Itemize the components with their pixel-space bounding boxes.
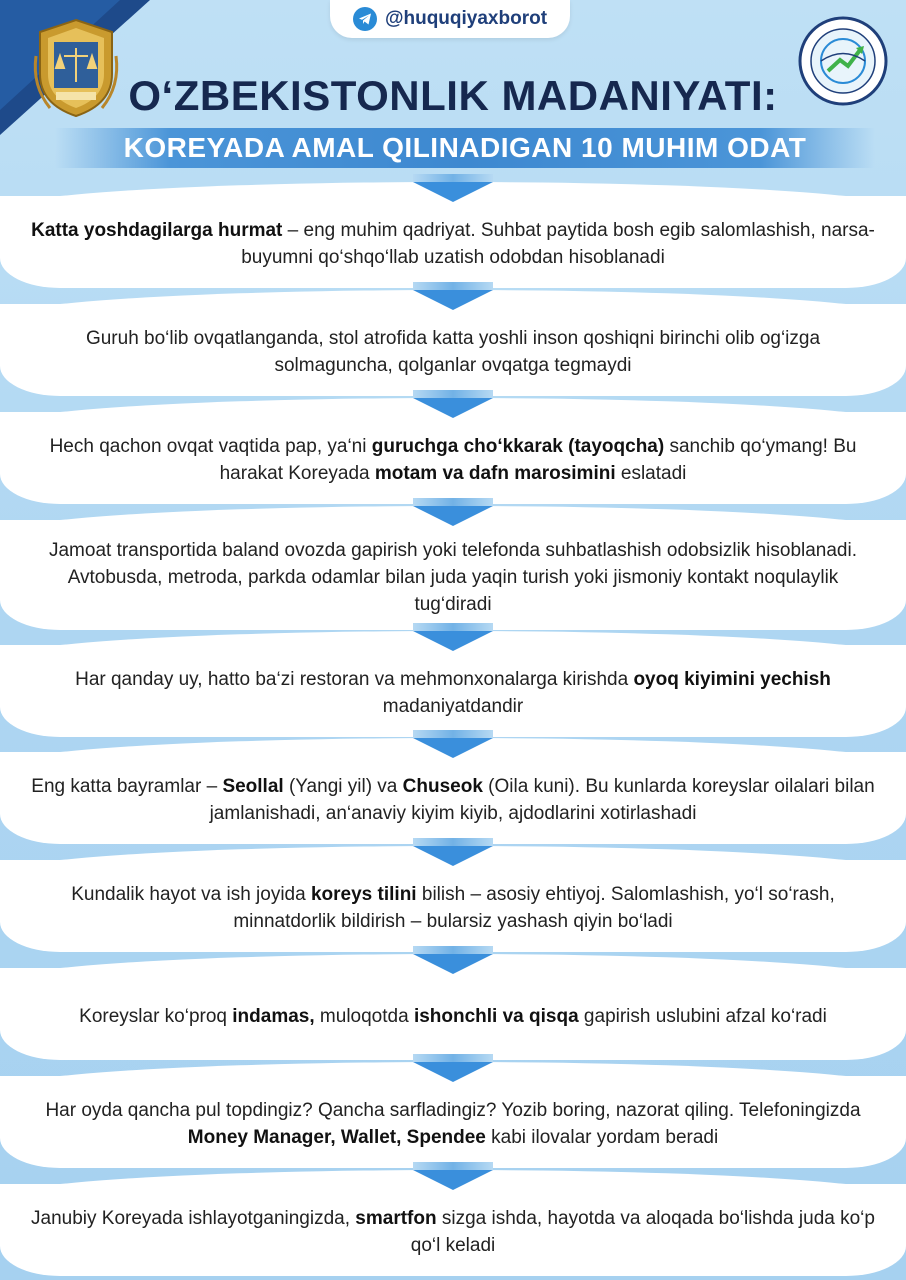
highlight-text: motam va dafn marosimini <box>374 463 616 484</box>
custom-card-2 <box>0 304 906 396</box>
highlight-text: indamas, <box>232 1005 315 1027</box>
down-arrow-icon <box>413 954 493 974</box>
custom-text <box>30 773 876 827</box>
page-subtitle: KOREYADA AMAL QILINADIGAN 10 MUHIM ODAT <box>123 132 807 163</box>
highlight-text: Seollal <box>222 776 284 797</box>
custom-text <box>30 666 876 720</box>
body-text: Eng katta bayramlar – <box>31 776 223 797</box>
body-text: Har oyda qancha pul topdingiz? Qancha sarfladingiz? Yozib boring, nazorat qiling. Telefoningizda <box>45 1100 861 1121</box>
custom-card-1 <box>0 196 906 288</box>
custom-text <box>30 1097 876 1151</box>
custom-card-6 <box>0 752 906 844</box>
custom-text <box>30 325 876 379</box>
down-arrow-icon <box>413 631 493 651</box>
down-arrow-icon <box>413 1170 493 1190</box>
body-text: (Oila kuni). Bu kunlarda koreyslar oilalari bilan jamlanishadi, an‘anaviy kiyim kiyib, ajdodlarini xotirlashadi <box>209 776 875 824</box>
body-text: muloqotda <box>314 1005 414 1027</box>
highlight-text: guruchga cho‘kkarak (tayoqcha) <box>371 436 665 457</box>
body-text: Har qanday uy, hatto ba‘zi restoran va mehmonxonalarga kirishda <box>75 669 634 690</box>
page-title: O‘ZBEKISTONLIK MADANIYATI: <box>128 72 778 119</box>
telegram-handle-badge[interactable] <box>330 0 570 38</box>
body-text: Guruh bo‘lib ovqatlanganda, stol atrofida katta yoshli inson qoshiqni birinchi olib og‘izga solmaguncha, qolganlar ovqatga tegmaydi <box>85 328 821 376</box>
body-text: – eng muhim qadriyat. Suhbat paytida bosh egib salomlashish, narsa-buyumni qo‘shqo‘llab uzatish odobdan hisoblanadi <box>241 220 875 268</box>
custom-card-4 <box>0 520 906 630</box>
custom-card-3 <box>0 412 906 504</box>
body-text: eslatadi <box>615 463 687 484</box>
custom-card-9 <box>0 1076 906 1168</box>
body-text: (Yangi yil) va <box>283 776 403 797</box>
highlight-text: oyoq kiyimini yechish <box>633 669 831 690</box>
highlight-text: Katta yoshdagilarga hurmat <box>31 220 283 241</box>
telegram-icon <box>353 7 377 31</box>
body-text: madaniyatdandir <box>382 696 524 717</box>
body-text: sanchib qo‘ymang! Bu harakat Koreyada <box>219 436 857 484</box>
body-text: kabi ilovalar yordam beradi <box>485 1127 719 1148</box>
down-arrow-icon <box>413 506 493 526</box>
custom-card-5 <box>0 645 906 737</box>
body-text: Koreyslar ko‘proq <box>79 1005 233 1027</box>
custom-text <box>30 217 876 271</box>
custom-text <box>30 881 876 935</box>
custom-card-7 <box>0 860 906 952</box>
highlight-text: koreys tilini <box>310 884 417 905</box>
telegram-handle: @huquqiyaxborot <box>384 8 548 29</box>
custom-card-8 <box>0 968 906 1060</box>
custom-text <box>30 433 876 487</box>
custom-text <box>30 1205 876 1259</box>
down-arrow-icon <box>413 290 493 310</box>
subtitle-band <box>55 128 875 168</box>
down-arrow-icon <box>413 846 493 866</box>
highlight-text: Chuseok <box>402 776 483 797</box>
custom-text <box>30 537 876 618</box>
highlight-text: ishonchli va qisqa <box>413 1005 579 1027</box>
body-text: Janubiy Koreyada ishlayotganingizda, <box>31 1208 356 1229</box>
body-text: Hech qachon ovqat vaqtida pap, ya‘ni <box>49 436 372 457</box>
custom-text <box>79 1003 827 1030</box>
down-arrow-icon <box>413 182 493 202</box>
body-text: gapirish uslubini afzal ko‘radi <box>578 1005 827 1027</box>
body-text: Kundalik hayot va ish joyida <box>71 884 311 905</box>
body-text: Jamoat transportida baland ovozda gapirish yoki telefonda suhbatlashish odobsizlik hisoblanadi. Avtobusda, metroda, parkda odamlar bilan juda yaqin turish yoki jismoniy kontakt noqulaylik tug‘diradi <box>48 539 857 615</box>
down-arrow-icon <box>413 398 493 418</box>
down-arrow-icon <box>413 1062 493 1082</box>
highlight-text: smartfon <box>355 1208 437 1229</box>
down-arrow-icon <box>413 738 493 758</box>
highlight-text: Money Manager, Wallet, Spendee <box>187 1127 486 1148</box>
custom-card-10 <box>0 1184 906 1276</box>
body-text: sizga ishda, hayotda va aloqada bo‘lishda juda ko‘p qo‘l keladi <box>410 1208 875 1256</box>
body-text: bilish – asosiy ehtiyoj. Salomlashish, yo‘l so‘rash, minnatdorlik bildirish – bularsiz yashash qiyin bo‘ladi <box>233 884 835 932</box>
